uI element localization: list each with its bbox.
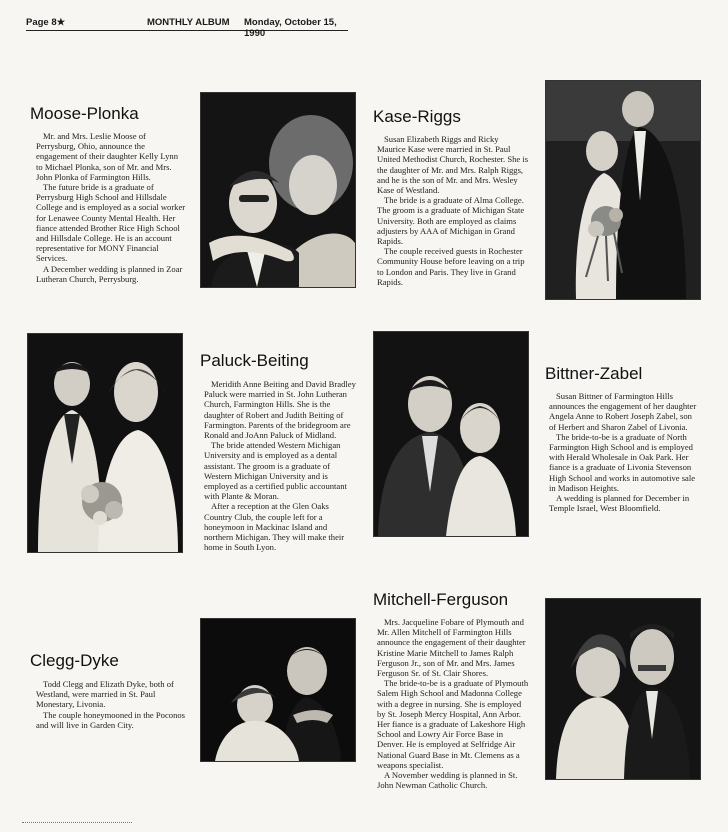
article-clegg-dyke bbox=[36, 679, 186, 730]
page-edge-specks bbox=[22, 822, 132, 826]
couple-photo-bittner-zabel bbox=[373, 331, 529, 537]
headline-mitchell-ferguson: Mitchell-Ferguson bbox=[373, 590, 509, 609]
paragraph: Susan Elizabeth Riggs and Ricky Maurice Kase were married in St. Paul United Methodist Church, Rochester. She is the daughter of Mr. and Mrs. Ralph Riggs, and he is the son of Mr. and Mrs. Wesley Kase of Westland. bbox=[377, 134, 529, 196]
couple-photo-mitchell-ferguson bbox=[545, 598, 701, 780]
paragraph: A wedding is planned for December in Temple Israel, West Bloomfield. bbox=[549, 493, 690, 514]
article-mitchell-ferguson bbox=[377, 617, 529, 790]
article-bittner-zabel bbox=[549, 391, 701, 513]
paragraph: Mrs. Jacqueline Fobare of Plymouth and Mr. Allen Mitchell of Farmington Hills announce the engagement of their daughter Kristine Marie Mitchell to James Ralph Ferguson Jr., son of Mr. and Mrs. James Ferguson Sr. of St. Clair Shores. bbox=[377, 617, 526, 679]
paragraph: Todd Clegg and Elizath Dyke, both of Westland, were married in St. Paul Monestary, Livonia. bbox=[36, 679, 174, 710]
page-header bbox=[26, 14, 348, 39]
article-moose-plonka bbox=[36, 131, 186, 284]
paragraph: The bride is a graduate of Alma College. The groom is a graduate of Michigan State University. Both are employed as claims adjusters by AAA of Michigan in Grand Rapids. bbox=[377, 195, 525, 247]
couple-photo-clegg-dyke bbox=[200, 618, 356, 762]
couple-photo-paluck-beiting bbox=[27, 333, 183, 553]
paragraph: The couple honeymooned in the Poconos and will live in Garden City. bbox=[36, 709, 186, 730]
paragraph: The bride-to-be is a graduate of North Farmington High School and is employed with Herald Wholesale in Oak Park. Her fiance is a graduate of Livonia Stevenson High School and works in automotive sale in Madison Heights. bbox=[549, 431, 696, 493]
headline-kase-riggs: Kase-Riggs bbox=[373, 107, 461, 126]
headline-clegg-dyke: Clegg-Dyke bbox=[30, 651, 119, 670]
headline-paluck-beiting: Paluck-Beiting bbox=[200, 351, 309, 370]
article-kase-riggs bbox=[377, 134, 529, 287]
paragraph: The future bride is a graduate of Perrysburg High School and Hillsdale College and is employed as a social worker for Lenawee County Mental Health. Her fiance attended Brother Rice High School and Hillsdale College. He is an account representative for MONY Financial Services. bbox=[36, 182, 186, 264]
issue-date: Monday, October 15, 1990 bbox=[244, 17, 337, 39]
paragraph: The couple received guests in Rochester Community House before leaving on a trip to London and Paris. They live in Grand Rapids. bbox=[377, 246, 525, 287]
paragraph: The bride attended Western Michigan University and is employed as a dental assistant. The groom is a graduate of Western Michigan University and is employed as a certified public accountant with Plante & Moran. bbox=[204, 440, 347, 502]
couple-photo-moose-plonka bbox=[200, 92, 356, 288]
paragraph: Mr. and Mrs. Leslie Moose of Perrysburg, Ohio, announce the engagement of their daughter Kelly Lynn to Michael Plonka, son of Mr. and Mrs. John Plonka of Farmington Hills. bbox=[36, 131, 178, 182]
publication-name: MONTHLY ALBUM bbox=[147, 17, 230, 28]
couple-photo-kase-riggs bbox=[545, 80, 701, 300]
headline-bittner-zabel: Bittner-Zabel bbox=[545, 364, 643, 383]
article-paluck-beiting bbox=[204, 379, 356, 552]
paragraph: Meridith Anne Beiting and David Bradley Paluck were married in St. John Lutheran Church, Farmington Hills. She is the daughter of Robert and Judith Beiting of Farmington. Parents of the bridegroom are Ronald and JoAnn Paluck of Midland. bbox=[204, 379, 356, 441]
page-number: Page 8★ bbox=[26, 17, 66, 28]
headline-moose-plonka: Moose-Plonka bbox=[30, 104, 139, 123]
paragraph: Susan Bittner of Farmington Hills announces the engagement of her daughter Angela Anne to Robert Joseph Zabel, son of Herbert and Sharon Zabel of Livonia. bbox=[549, 391, 697, 432]
paragraph: A December wedding is planned in Zoar Lutheran Church, Perrysburg. bbox=[36, 263, 183, 284]
paragraph: The bride-to-be is a graduate of Plymouth Salem High School and Madonna College with a degree in nursing. She is employed by St. Joseph Mercy Hospital, Ann Arbor. Her fiance is a graduate of Lakeshore High School and Lowry Air Force Base in Denver. He is employed at Selfridge Air National Guard Base in Mt. Clemens as a weapons specialist. bbox=[377, 678, 529, 770]
paragraph: After a reception at the Glen Oaks Country Club, the couple left for a honeymoon in Mackinac Island and northern Michigan. They will make their home in South Lyon. bbox=[204, 501, 345, 553]
paragraph: A November wedding is planned in St. John Newman Catholic Church. bbox=[377, 770, 518, 791]
